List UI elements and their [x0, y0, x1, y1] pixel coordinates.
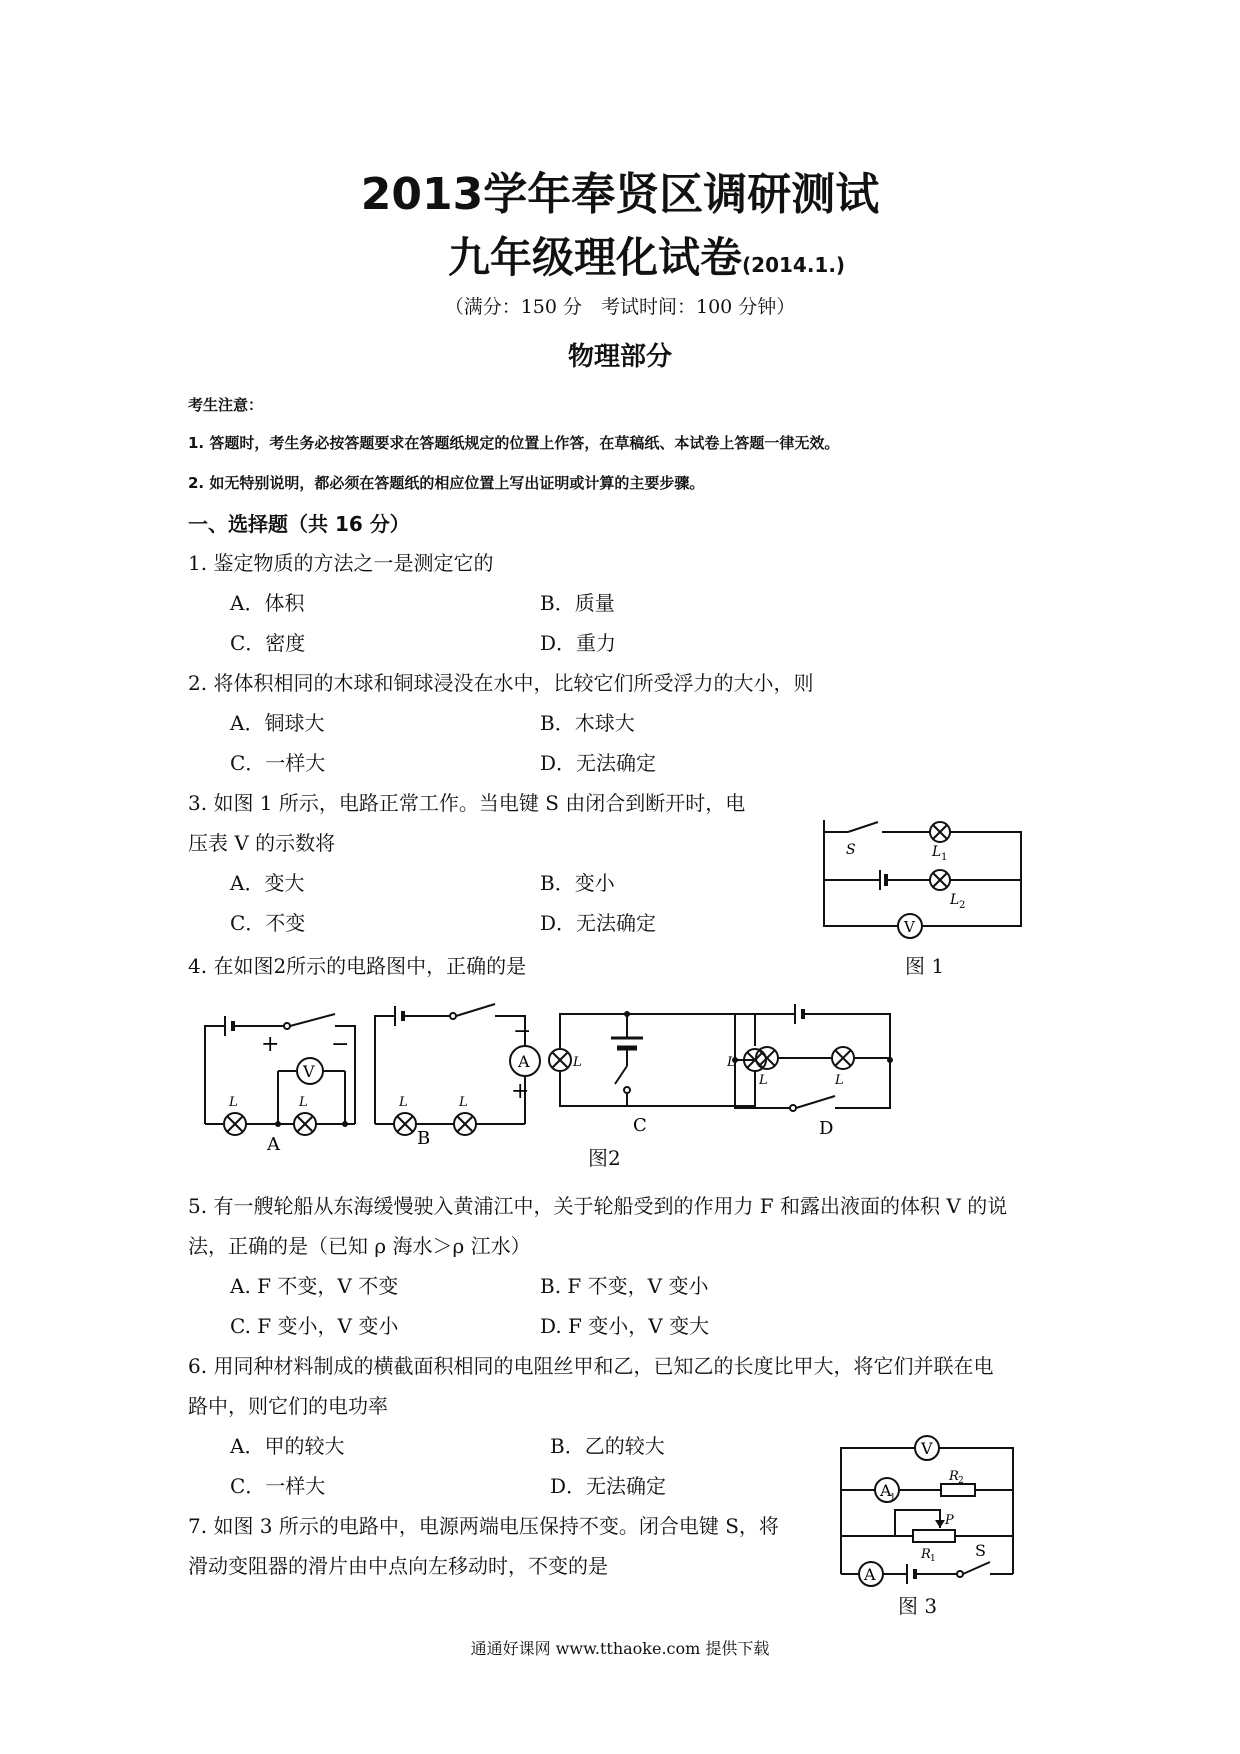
fig3-r1-label: R	[921, 1547, 931, 1562]
question-6-line2: 路中，则它们的电功率	[188, 1394, 388, 1418]
question-7-line2: 滑动变阻器的滑片由中点向左移动时，不变的是	[188, 1554, 608, 1578]
q5-option-d: D. F 变小，V 变大	[540, 1314, 710, 1338]
part-title: 物理部分	[567, 342, 672, 372]
question-3-line2: 压表 V 的示数将	[188, 831, 336, 855]
figure-2-circuits	[195, 996, 1025, 1156]
fig2d-l1-label: L	[759, 1073, 768, 1088]
q1-option-a: A．体积	[230, 591, 305, 615]
fig2-label-b: B	[417, 1128, 431, 1149]
fig2a-l1-label: L	[229, 1095, 238, 1110]
fig2c-l1-label: L	[727, 1055, 736, 1070]
q2-option-d: D．无法确定	[540, 751, 657, 775]
q5-option-b: B. F 不变，V 变小	[540, 1274, 709, 1298]
figure-1-circuit	[818, 820, 1028, 970]
fig3-r1-sub: 1	[930, 1554, 936, 1564]
fig3-r2-label: R	[949, 1469, 959, 1484]
section-heading: 一、选择题（共 16 分）	[188, 512, 410, 536]
exam-info: （满分：150 分 考试时间：100 分钟）	[444, 296, 796, 318]
notice-heading: 考生注意：	[188, 396, 264, 414]
fig2-label-a: A	[267, 1134, 280, 1155]
fig3-ammeter-1: A	[880, 1481, 892, 1500]
q2-option-c: C．一样大	[230, 751, 326, 775]
q5-option-a: A. F 不变，V 不变	[230, 1274, 399, 1298]
fig2b-plus: +	[511, 1079, 530, 1104]
fig1-l1-label: L	[932, 844, 942, 860]
fig3-p-label: P	[945, 1513, 954, 1528]
fig2c-l2-label: L	[573, 1055, 582, 1070]
fig2b-ammeter: A	[518, 1052, 530, 1071]
figure-3-circuit	[835, 1432, 1025, 1607]
figure-2-caption: 图2	[588, 1146, 621, 1170]
footer-text: 通通好课网 www.tthaoke.com 提供下载	[470, 1639, 770, 1658]
question-4: 4. 在如图2所示的电路图中，正确的是	[188, 954, 527, 978]
q1-option-c: C．密度	[230, 631, 306, 655]
fig2b-minus: −	[513, 1019, 532, 1044]
q2-option-b: B．木球大	[540, 711, 635, 735]
q5-option-c: C. F 变小，V 变小	[230, 1314, 399, 1338]
exam-title: 2013学年奉贤区调研测试	[360, 169, 880, 220]
q6-option-a: A．甲的较大	[230, 1434, 345, 1458]
fig2a-l2-label: L	[299, 1095, 308, 1110]
q3-option-c: C．不变	[230, 911, 306, 935]
q2-option-a: A．铜球大	[230, 711, 325, 735]
fig3-switch-label: S	[975, 1541, 986, 1560]
fig1-l2-sub: 2	[959, 900, 966, 911]
q6-option-d: D．无法确定	[550, 1474, 667, 1498]
subject-title-text: 九年级理化试卷	[448, 233, 743, 282]
fig1-voltmeter-label: V	[904, 918, 915, 936]
fig3-ammeter-2: A	[864, 1565, 876, 1584]
question-2: 2. 将体积相同的木球和铜球浸没在水中，比较它们所受浮力的大小，则	[188, 671, 814, 695]
question-7: 7. 如图 3 所示的电路中，电源两端电压保持不变。闭合电键 S，将	[188, 1514, 779, 1538]
fig3-r2-sub: 2	[958, 1476, 964, 1486]
q6-option-c: C．一样大	[230, 1474, 326, 1498]
q1-option-b: B．质量	[540, 591, 615, 615]
question-5: 5. 有一艘轮船从东海缓慢驶入黄浦江中，关于轮船受到的作用力 F 和露出液面的体积 V 的说	[188, 1194, 1008, 1218]
fig2-label-c: C	[633, 1115, 647, 1136]
question-3: 3. 如图 1 所示，电路正常工作。当电键 S 由闭合到断开时，电	[188, 791, 746, 815]
q3-option-a: A．变大	[230, 871, 305, 895]
exam-date: (2014.1.)	[742, 253, 846, 277]
fig1-l2-label: L	[950, 892, 960, 908]
question-5-line2: 法，正确的是（已知 ρ 海水＞ρ 江水）	[188, 1234, 531, 1258]
fig2-label-d: D	[819, 1118, 834, 1139]
notice-item-2: 2. 如无特别说明，都必须在答题纸的相应位置上写出证明或计算的主要步骤。	[188, 474, 705, 492]
fig3-voltmeter: V	[921, 1439, 933, 1458]
fig2b-l1-label: L	[399, 1095, 408, 1110]
q3-option-b: B．变小	[540, 871, 615, 895]
q1-option-d: D．重力	[540, 631, 617, 655]
fig2a-voltmeter: V	[303, 1062, 315, 1081]
fig2b-l2-label: L	[459, 1095, 468, 1110]
question-1: 1. 鉴定物质的方法之一是测定它的	[188, 551, 494, 575]
figure-3-caption: 图 3	[898, 1594, 938, 1618]
fig2a-plus: +	[261, 1032, 280, 1057]
exam-subject-title	[448, 225, 845, 285]
fig2a-minus: −	[331, 1032, 350, 1057]
fig1-l1-sub: 1	[941, 852, 948, 863]
notice-item-1: 1. 答题时，考生务必按答题要求在答题纸规定的位置上作答，在草稿纸、本试卷上答题一律无效。	[188, 434, 840, 452]
q6-option-b: B．乙的较大	[550, 1434, 665, 1458]
question-6: 6. 用同种材料制成的横截面积相同的电阻丝甲和乙，已知乙的长度比甲大，将它们并联在电	[188, 1354, 994, 1378]
q3-option-d: D．无法确定	[540, 911, 657, 935]
figure-1-caption: 图 1	[905, 954, 945, 978]
fig3-ammeter-1-sub: 1	[890, 1493, 896, 1503]
fig1-switch-label: S	[846, 842, 856, 858]
fig2d-l2-label: L	[835, 1073, 844, 1088]
